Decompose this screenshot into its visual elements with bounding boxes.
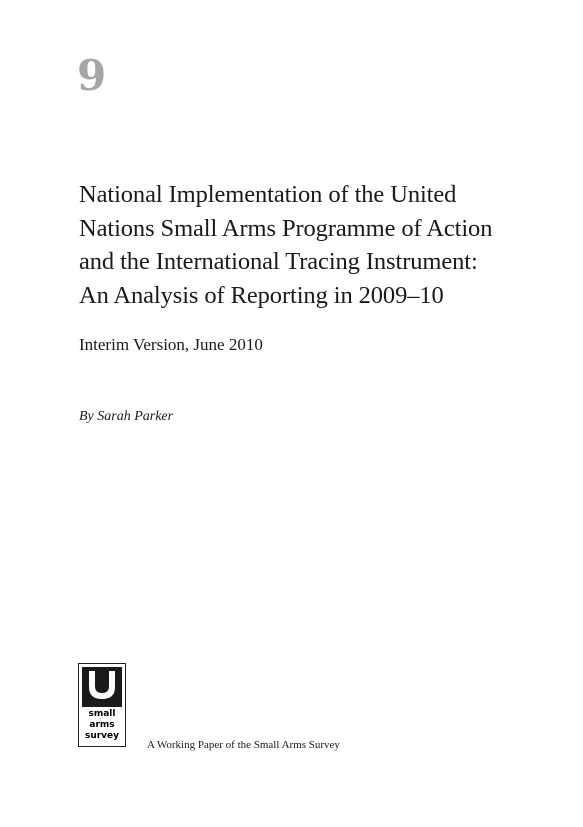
title-line: An Analysis of Reporting in 2009–10: [79, 281, 444, 309]
logo-line: survey: [84, 731, 120, 741]
title-line: and the International Tracing Instrument:: [79, 248, 478, 275]
title-line: Nations Small Arms Programme of Action: [79, 214, 493, 242]
small-arms-survey-logo: [78, 663, 126, 747]
page-title: [79, 178, 549, 312]
footer-caption: A Working Paper of the Small Arms Survey: [147, 739, 340, 751]
series-number: 9: [77, 51, 107, 100]
logo-line: small: [88, 709, 116, 719]
subtitle: Interim Version, June 2010: [79, 335, 263, 354]
title-line: National Implementation of the United: [79, 181, 457, 208]
logo-line: arms: [89, 720, 115, 730]
logo-wordmark: [79, 709, 125, 742]
author-byline: By Sarah Parker: [79, 409, 174, 424]
logo-mark-icon: [82, 667, 122, 707]
